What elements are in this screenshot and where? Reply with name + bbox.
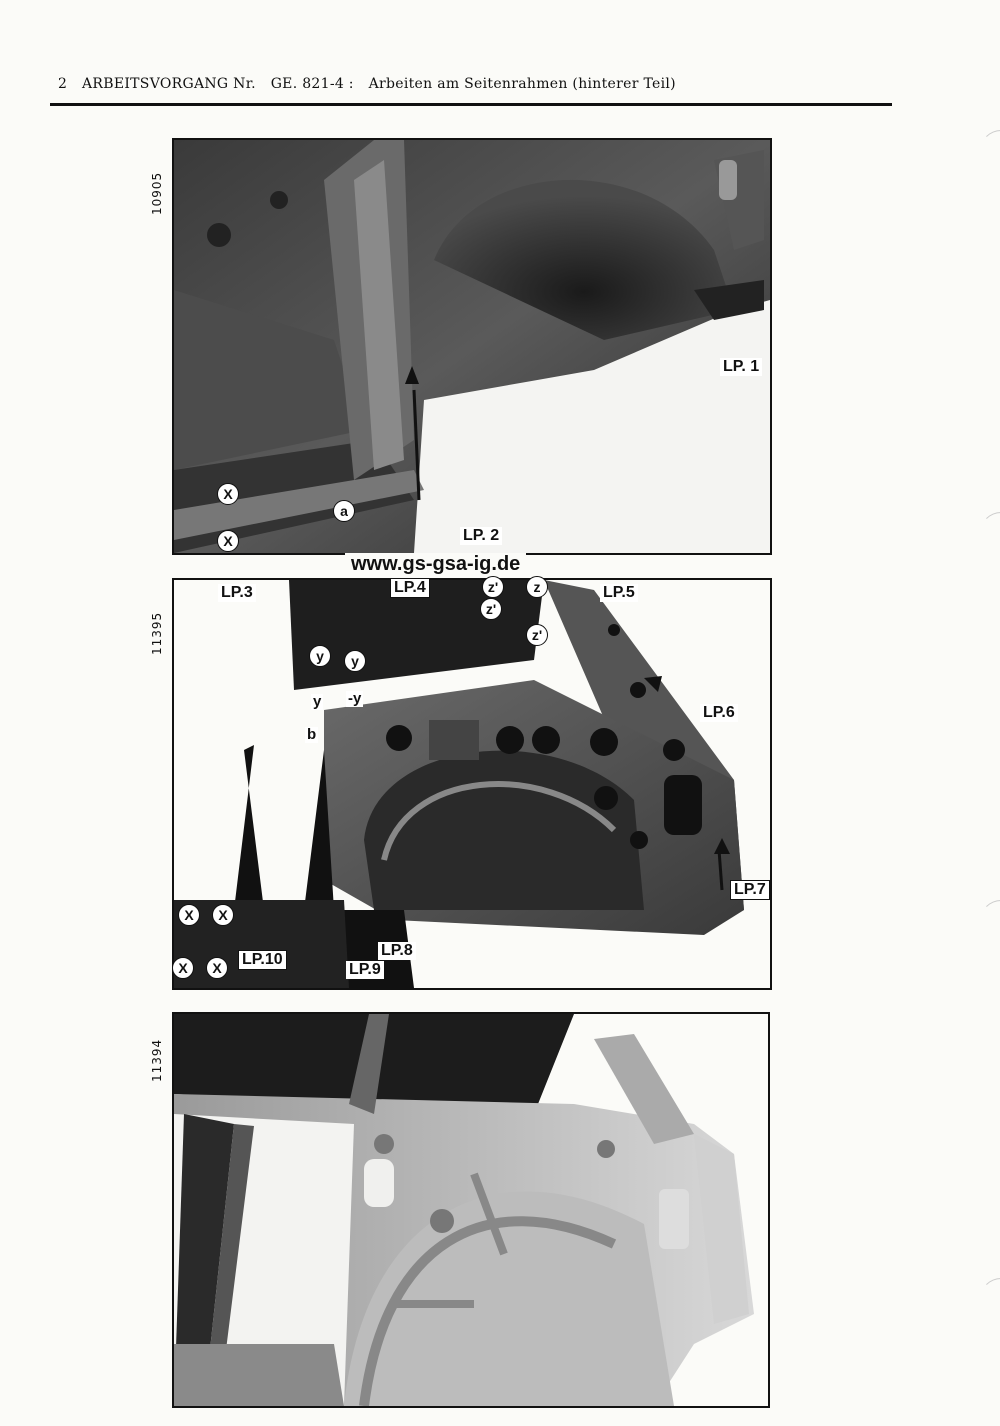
mark-a: a [333,500,355,522]
figure-photo-3 [172,1012,770,1408]
label-lp9: LP.9 [346,961,384,979]
figure-number-1: 10905 [150,171,164,215]
label-lp3: LP.3 [218,584,256,602]
weld-mark-y: y [344,650,366,672]
weld-mark-y: y [313,693,322,710]
punch-hole-mark [980,1278,1000,1320]
weld-mark-x: X [212,904,234,926]
weld-mark-x: X [217,530,239,552]
punch-hole-mark [980,900,1000,942]
figure-photo-1 [172,138,772,555]
page-title: Arbeiten am Seitenrahmen (hinterer Teil) [368,76,676,92]
body-floor-illustration [174,140,770,553]
new-side-panel-illustration [174,1014,768,1406]
weld-mark-z-prime: z' [480,598,502,620]
label-lp10: LP.10 [238,950,287,970]
weld-mark-x: X [217,483,239,505]
label-lp7: LP.7 [730,880,770,900]
label-lp6: LP.6 [700,704,738,722]
weld-mark-z: z [526,576,548,598]
weld-mark-minus-y: -y [348,690,362,707]
page-header [58,76,686,92]
weld-mark-x: X [178,904,200,926]
header-rule [50,103,892,106]
punch-hole-mark [980,512,1000,554]
mark-b: b [307,726,317,743]
operation-code: GE. 821-4 : [270,76,354,92]
weld-mark-y: y [309,645,331,667]
figure-number-2: 11395 [150,611,164,655]
weld-mark-z-prime: z' [526,624,548,646]
weld-mark-x: X [172,957,194,979]
label-lp8: LP.8 [378,942,416,960]
label-lp2: LP. 2 [460,527,502,545]
weld-mark-z-prime: z' [482,576,504,598]
page-number: 2 [58,76,68,92]
label-lp4: LP.4 [390,578,430,598]
operation-label: ARBEITSVORGANG Nr. [81,76,256,92]
punch-hole-mark [980,130,1000,172]
figure-photo-2 [172,578,772,990]
label-lp5: LP.5 [600,584,638,602]
watermark-url: www.gs-gsa-ig.de [345,553,526,576]
weld-mark-x: X [206,957,228,979]
label-lp1: LP. 1 [720,358,762,376]
side-frame-rear-illustration [174,580,770,988]
figure-number-3: 11394 [150,1038,164,1082]
